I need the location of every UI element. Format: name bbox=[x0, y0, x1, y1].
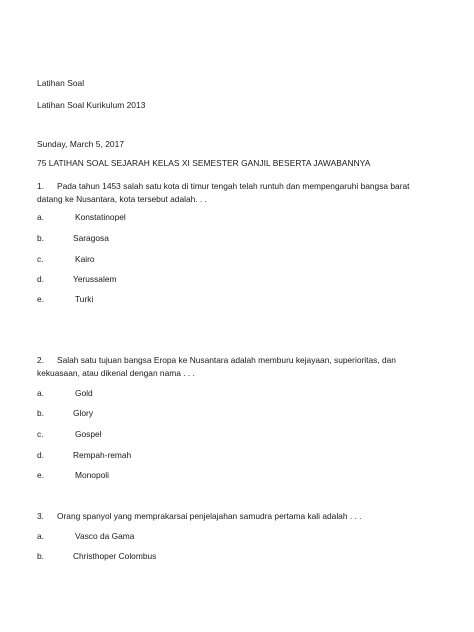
question-2-option-c bbox=[37, 429, 102, 440]
option-text: Glory bbox=[73, 408, 94, 418]
question-number: 3. bbox=[37, 511, 44, 521]
post-date: Sunday, March 5, 2017 bbox=[37, 139, 125, 149]
option-letter: b. bbox=[37, 233, 44, 243]
option-letter: e. bbox=[37, 470, 44, 480]
question-2 bbox=[37, 354, 437, 380]
question-1-option-d bbox=[37, 274, 116, 285]
document-title: 75 LATIHAN SOAL SEJARAH KELAS XI SEMESTER GANJIL BESERTA JAWABANNYA bbox=[37, 158, 371, 168]
question-1-option-c bbox=[37, 254, 95, 265]
question-text: Orang spanyol yang memprakarsai penjelajahan samudra pertama kali adalah . . . bbox=[57, 511, 362, 521]
question-2-option-b bbox=[37, 408, 93, 419]
option-text: Christhoper Colombus bbox=[73, 551, 157, 561]
question-2-option-e bbox=[37, 470, 109, 481]
heading-latihan-soal: Latihan Soal bbox=[37, 78, 85, 88]
option-letter: d. bbox=[37, 450, 44, 460]
question-2-option-a bbox=[37, 388, 93, 399]
question-1-option-b bbox=[37, 233, 109, 244]
question-2-option-d bbox=[37, 450, 131, 461]
question-text: Salah satu tujuan bangsa Eropa ke Nusantara adalah memburu kejayaan, superioritas, dan kekuasaan, atau dikenal dengan nama . . . bbox=[37, 355, 396, 378]
option-text: Gold bbox=[75, 388, 93, 398]
option-letter: a. bbox=[37, 388, 44, 398]
option-text: Kairo bbox=[75, 254, 95, 264]
option-text: Yerussalem bbox=[73, 274, 117, 284]
option-text: Vasco da Gama bbox=[75, 531, 135, 541]
question-3-option-b bbox=[37, 551, 156, 562]
option-text: Konstatinopel bbox=[75, 212, 126, 222]
option-letter: b. bbox=[37, 551, 44, 561]
heading-kurikulum: Latihan Soal Kurikulum 2013 bbox=[37, 100, 146, 110]
option-text: Saragosa bbox=[73, 233, 109, 243]
question-number: 1. bbox=[37, 181, 44, 191]
option-text: Turki bbox=[75, 294, 94, 304]
option-letter: c. bbox=[37, 429, 44, 439]
question-text: Pada tahun 1453 salah satu kota di timur tengah telah runtuh dan mempengaruhi bangsa barat datang ke Nusantara, kota tersebut adalah. . . bbox=[37, 181, 410, 204]
option-text: Gospel bbox=[75, 429, 102, 439]
question-3 bbox=[37, 510, 437, 523]
question-1-option-e bbox=[37, 294, 93, 305]
question-number: 2. bbox=[37, 355, 44, 365]
option-letter: c. bbox=[37, 254, 44, 264]
option-letter: d. bbox=[37, 274, 44, 284]
option-text: Monopoli bbox=[75, 470, 109, 480]
option-letter: e. bbox=[37, 294, 44, 304]
option-letter: a. bbox=[37, 531, 44, 541]
question-3-option-a bbox=[37, 531, 134, 542]
option-text: Rempah-remah bbox=[73, 450, 132, 460]
option-letter: a. bbox=[37, 212, 44, 222]
option-letter: b. bbox=[37, 408, 44, 418]
question-1 bbox=[37, 180, 437, 206]
question-1-option-a bbox=[37, 212, 126, 223]
